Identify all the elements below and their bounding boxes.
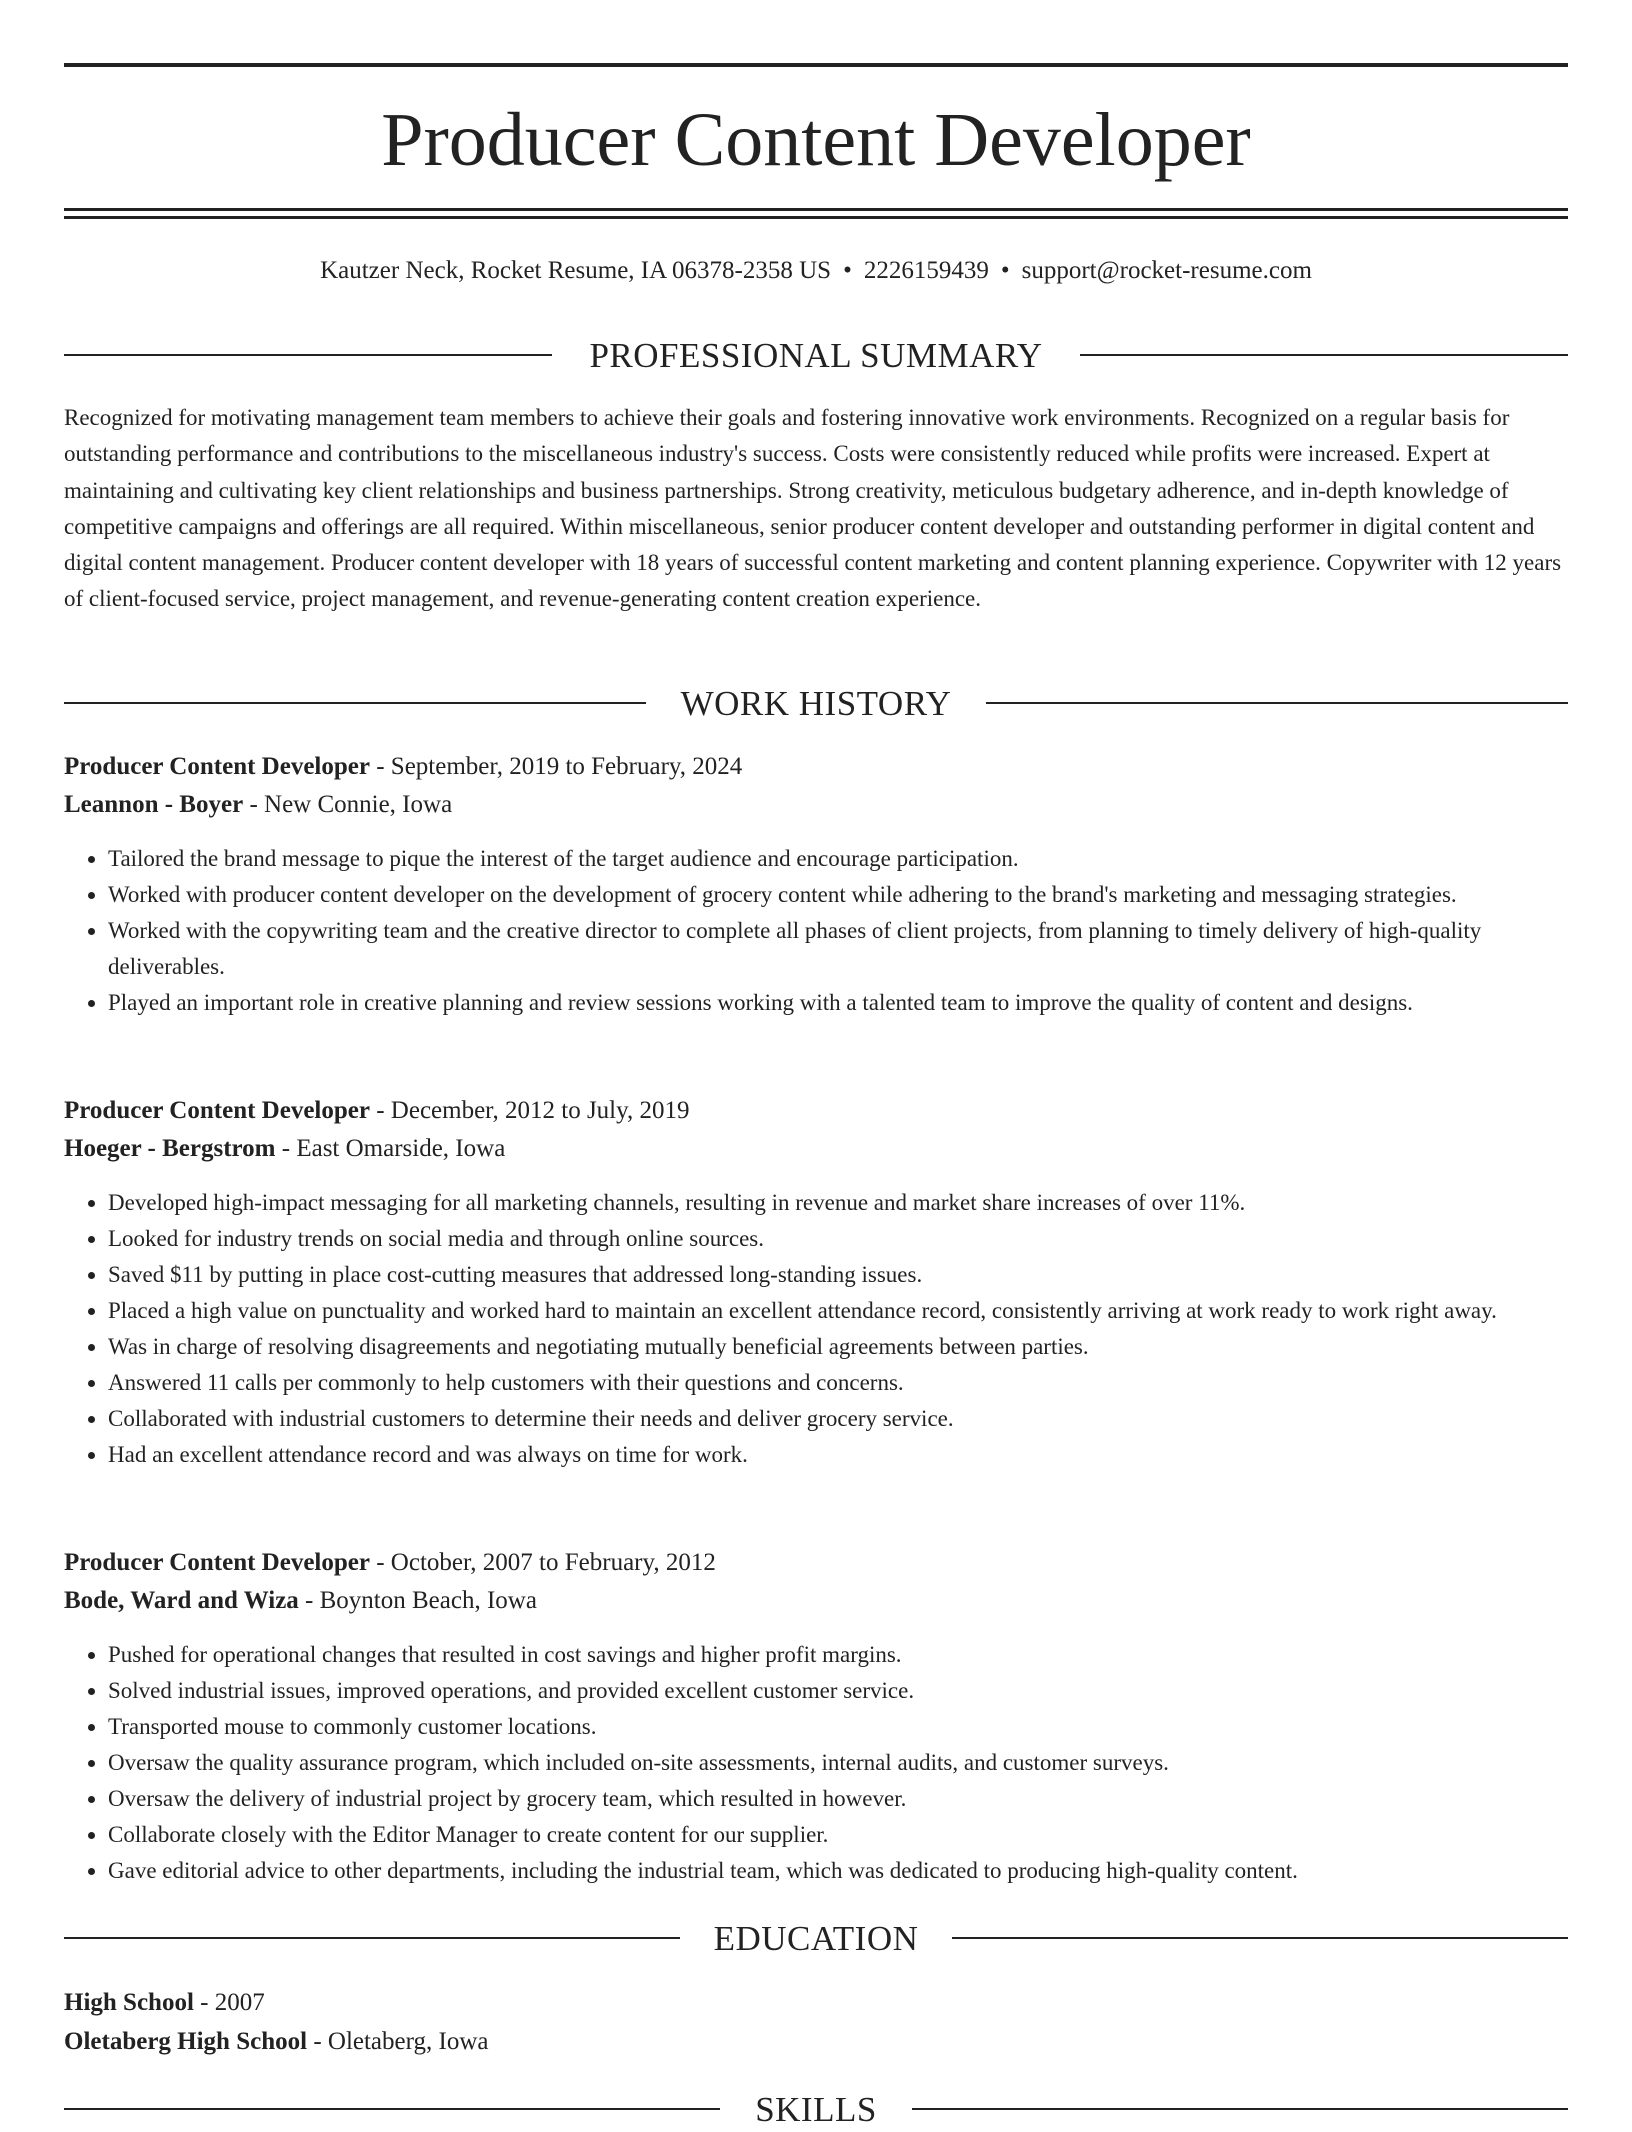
- contact-phone: 2226159439: [863, 257, 989, 284]
- education-location: - Oletaberg, Iowa: [307, 2028, 489, 2055]
- job-location: - New Connie, Iowa: [243, 791, 453, 818]
- job-company-line: [64, 1583, 1568, 1619]
- contact-separator: •: [1000, 257, 1010, 284]
- heading-rule-right: [986, 702, 1568, 704]
- summary-text: Recognized for motivating management team members to achieve their goals and fostering innovative work environments. Recognized on a regular basis for outstanding performance and contributions to the miscellaneous industry's success. Costs were consistently reduced while profits were increased. Expert at maintaining and cultivating key client relationships and business partnerships. Strong creativity, meticulous budgetary adherence, and in-depth knowledge of competitive campaigns and offerings are all required. Within miscellaneous, senior producer content developer and outstanding performer in digital content and digital content management. Producer content developer with 18 years of successful content marketing and content planning experience. Copywriter with 12 years of client-focused service, project management, and revenue-generating content creation experience.: [64, 405, 1562, 612]
- title-rule-upper: [64, 208, 1568, 211]
- list-item: • Was in charge of resolving disagreements and negotiating mutually beneficial agreements between parties.: [108, 1329, 1568, 1365]
- education-degree: High School: [64, 1989, 194, 2016]
- title-rule-lower: [64, 216, 1568, 219]
- job-title-line: [64, 749, 1568, 785]
- section-heading-work: [64, 682, 1568, 726]
- list-item: • Worked with producer content developer on the development of grocery content while adhering to the brand's marketing and messaging strategies.: [108, 877, 1568, 913]
- section-title: EDUCATION: [713, 1919, 919, 1958]
- heading-rule-right: [1080, 354, 1568, 356]
- job-dates: - December, 2012 to July, 2019: [369, 1097, 690, 1124]
- job-company-line: [64, 1131, 1568, 1167]
- list-item: • Gave editorial advice to other departments, including the industrial team, which was dedicated to producing high-quality content.: [108, 1853, 1568, 1889]
- section-title: PROFESSIONAL SUMMARY: [589, 336, 1043, 375]
- heading-rule-right: [912, 2108, 1568, 2110]
- top-rule: [64, 63, 1568, 67]
- section-title: WORK HISTORY: [680, 684, 952, 723]
- list-item: • Saved $11 by putting in place cost-cutting measures that addressed long-standing issues.: [108, 1257, 1568, 1293]
- job-title-line: [64, 1093, 1568, 1129]
- job-dates: - September, 2019 to February, 2024: [369, 753, 743, 780]
- list-item: • Oversaw the delivery of industrial project by grocery team, which resulted in however.: [108, 1781, 1568, 1817]
- job-company-line: [64, 787, 1568, 823]
- contact-address: Kautzer Neck, Rocket Resume, IA 06378-2358 US: [320, 257, 832, 284]
- section-heading-education: [64, 1917, 1568, 1961]
- list-item: • Worked with the copywriting team and the creative director to complete all phases of client projects, from planning to timely delivery of high-quality deliverables.: [108, 913, 1568, 985]
- list-item: • Oversaw the quality assurance program, which included on-site assessments, internal audits, and customer surveys.: [108, 1745, 1568, 1781]
- job-dates: - October, 2007 to February, 2012: [369, 1549, 716, 1576]
- contact-email: support@rocket-resume.com: [1021, 257, 1312, 284]
- list-item: • Answered 11 calls per commonly to help customers with their questions and concerns.: [108, 1365, 1568, 1401]
- job-title: Producer Content Developer: [64, 1097, 370, 1124]
- section-title: SKILLS: [755, 2090, 877, 2129]
- list-item: • Collaborated with industrial customers to determine their needs and deliver grocery service.: [108, 1401, 1568, 1437]
- list-item: • Played an important role in creative planning and review sessions working with a talented team to improve the quality of content and designs.: [108, 985, 1568, 1021]
- job-location: - Boynton Beach, Iowa: [298, 1587, 537, 1614]
- list-item: • Had an excellent attendance record and was always on time for work.: [108, 1437, 1568, 1473]
- heading-rule-right: [952, 1937, 1568, 1939]
- list-item: • Solved industrial issues, improved operations, and provided excellent customer service.: [108, 1673, 1568, 1709]
- resume-title: Producer Content Developer: [381, 98, 1251, 182]
- job-company: Hoeger - Bergstrom: [64, 1135, 276, 1162]
- section-heading-skills: [64, 2088, 1568, 2132]
- job-duties-list: [64, 841, 1568, 1021]
- education-degree-line: [64, 1985, 1568, 2021]
- job-duties-list: [64, 1185, 1568, 1473]
- section-heading-summary: [64, 334, 1568, 378]
- list-item: • Pushed for operational changes that resulted in cost savings and higher profit margins.: [108, 1637, 1568, 1673]
- contact-separator: •: [843, 257, 852, 284]
- education-school-line: [64, 2024, 1568, 2060]
- job-company: Leannon - Boyer: [64, 791, 244, 818]
- list-item: • Looked for industry trends on social media and through online sources.: [108, 1221, 1568, 1257]
- contact-line: [64, 254, 1568, 288]
- job-title: Producer Content Developer: [64, 753, 370, 780]
- job-title: Producer Content Developer: [64, 1549, 370, 1576]
- job-title-line: [64, 1545, 1568, 1581]
- list-item: • Transported mouse to commonly customer locations.: [108, 1709, 1568, 1745]
- education-year: - 2007: [193, 1989, 265, 2016]
- list-item: • Developed high-impact messaging for all marketing channels, resulting in revenue and market share increases of over 11%.: [108, 1185, 1568, 1221]
- job-company: Bode, Ward and Wiza: [64, 1587, 299, 1614]
- education-school: Oletaberg High School: [64, 2028, 308, 2055]
- list-item: • Tailored the brand message to pique the interest of the target audience and encourage participation.: [108, 841, 1568, 877]
- job-duties-list: [64, 1637, 1568, 1889]
- list-item: • Collaborate closely with the Editor Manager to create content for our supplier.: [108, 1817, 1568, 1853]
- job-location: - East Omarside, Iowa: [275, 1135, 506, 1162]
- list-item: • Placed a high value on punctuality and worked hard to maintain an excellent attendance record, consistently arriving at work ready to work right away.: [108, 1293, 1568, 1329]
